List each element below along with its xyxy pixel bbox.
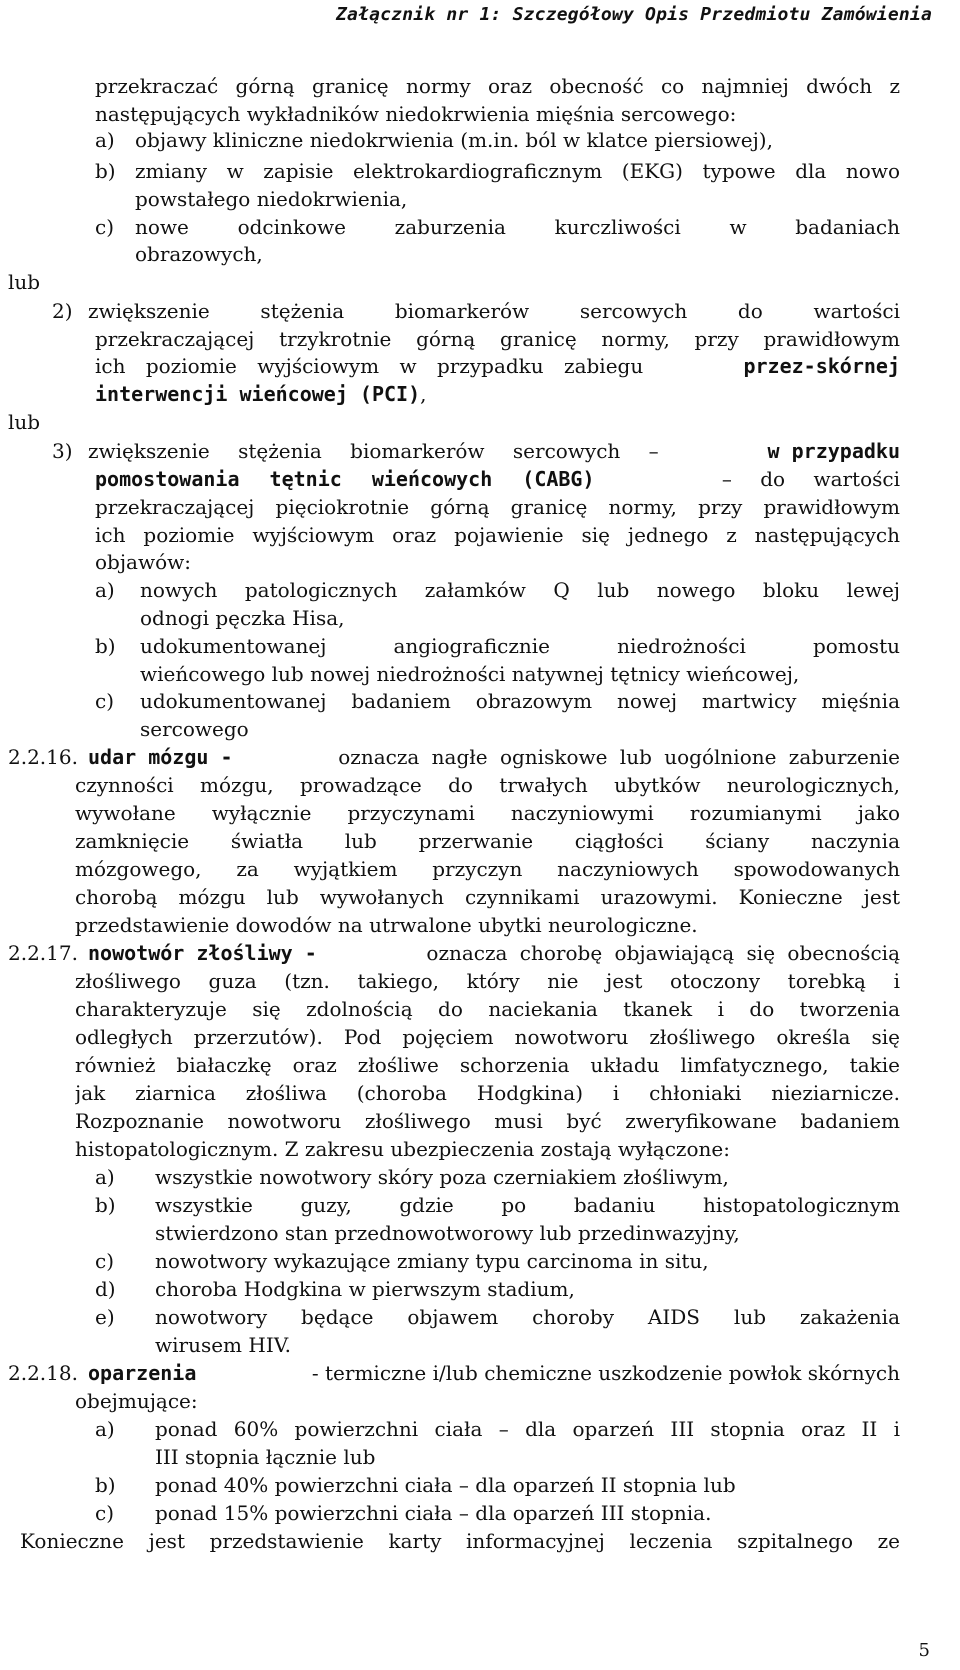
text-line <box>88 743 900 771</box>
text-line: przekraczającej pięciokrotnie górną granicę normy, przy prawidłowym <box>95 495 900 519</box>
list-marker: c) <box>95 215 115 239</box>
list-marker: d) <box>95 1277 116 1301</box>
list-item-text: powstałego niedokrwienia, <box>135 187 408 211</box>
list-item-text: ponad 60% powierzchni ciała – dla oparzeń III stopnia oraz II i <box>155 1417 900 1441</box>
text-line <box>95 352 900 380</box>
list-item-text: objawy kliniczne niedokrwienia (m.in. ból w klatce piersiowej), <box>135 128 773 152</box>
section-term: nowotwór złośliwy - <box>88 941 317 965</box>
punctuation: , <box>420 382 427 406</box>
section-number: 2.2.16. <box>8 745 78 769</box>
text-line: również białaczkę oraz złośliwe schorzenia układu limfatycznego, takie <box>75 1053 900 1077</box>
text-line: charakteryzuje się zdolnością do naciekania tkanek i do tworzenia <box>75 997 900 1021</box>
bold-term: przez-skórnej <box>743 354 900 378</box>
criterion-marker: 3) <box>52 439 73 463</box>
list-item-text: III stopnia łącznie lub <box>155 1445 376 1469</box>
list-marker: b) <box>95 159 116 183</box>
list-item-text: sercowego <box>140 717 249 741</box>
text-line: wywołane wyłącznie przyczynami naczyniowymi rozumianymi jako <box>75 801 900 825</box>
text-line: zamknięcie światła lub przerwanie ciągłości ściany naczynia <box>75 829 900 853</box>
list-item-text: nowe odcinkowe zaburzenia kurczliwości w badaniach <box>135 215 900 239</box>
list-item-text: choroba Hodgkina w pierwszym stadium, <box>155 1277 575 1301</box>
text-line: przedstawienie dowodów na utrwalone ubytki neurologiczne. <box>75 913 698 937</box>
list-marker: c) <box>95 689 115 713</box>
text-span: oznacza nagłe ogniskowe lub uogólnione zaburzenie <box>338 745 900 769</box>
text-line: ich poziomie wyjściowym oraz pojawienie się jednego z następujących <box>95 523 900 547</box>
text-span: zwiększenie stężenia biomarkerów sercowych – <box>88 439 659 463</box>
list-marker: b) <box>95 634 116 658</box>
list-item-text: zmiany w zapisie elektrokardiograficznym (EKG) typowe dla nowo <box>135 159 900 183</box>
list-item-text: ponad 15% powierzchni ciała – dla oparzeń III stopnia. <box>155 1501 712 1525</box>
text-span: oznacza chorobę objawiającą się obecnością <box>426 941 900 965</box>
list-item-text: nowotwory będące objawem choroby AIDS lub zakażenia <box>155 1305 900 1329</box>
list-item-text: wieńcowego lub nowej niedrożności natywnej tętnicy wieńcowej, <box>140 662 800 686</box>
section-term: udar mózgu - <box>88 745 233 769</box>
text-line: mózgowego, za wyjątkiem przyczyn naczyniowych spowodowanych <box>75 857 900 881</box>
text-line <box>88 437 900 465</box>
list-marker: a) <box>95 1417 115 1441</box>
page-header: Załącznik nr 1: Szczegółowy Opis Przedmiotu Zamówienia <box>336 4 932 25</box>
text-line: jak ziarnica złośliwa (choroba Hodgkina) i chłoniaki nieziarnicze. <box>75 1081 900 1105</box>
list-marker: b) <box>95 1193 116 1217</box>
text-line: przekraczać górną granicę normy oraz obecność co najmniej dwóch z <box>95 74 900 98</box>
bold-term: w przypadku <box>767 439 900 463</box>
text-span: – do wartości <box>721 467 900 491</box>
list-marker: c) <box>95 1501 115 1525</box>
text-line <box>95 380 426 408</box>
list-item-text: udokumentowanej angiograficznie niedrożności pomostu <box>140 634 900 658</box>
list-marker: a) <box>95 1165 115 1189</box>
list-item-text: odnogi pęczka Hisa, <box>140 606 345 630</box>
text-line: czynności mózgu, prowadzące do trwałych ubytków neurologicznych, <box>75 773 900 797</box>
list-item-text: ponad 40% powierzchni ciała – dla oparzeń II stopnia lub <box>155 1473 736 1497</box>
page-number: 5 <box>918 1640 930 1661</box>
text-line: Rozpoznanie nowotworu złośliwego musi być zweryfikowane badaniem <box>75 1109 900 1133</box>
list-marker: c) <box>95 1249 115 1273</box>
list-item-text: wszystkie guzy, gdzie po badaniu histopatologicznym <box>155 1193 900 1217</box>
list-item-text: wirusem HIV. <box>155 1333 292 1357</box>
text-line <box>95 465 900 493</box>
list-marker: e) <box>95 1305 115 1329</box>
text-line: złośliwego guza (tzn. takiego, który nie jest otoczony torebką i <box>75 969 900 993</box>
text-line: histopatologicznym. Z zakresu ubezpieczenia zostają wyłączone: <box>75 1137 730 1161</box>
list-item-text: stwierdzono stan przednowotworowy lub przedinwazyjny, <box>155 1221 740 1245</box>
text-line: odległych przerzutów). Pod pojęciem nowotworu złośliwego określa się <box>75 1025 900 1049</box>
list-marker: a) <box>95 128 115 152</box>
bold-term: interwencji wieńcowej (PCI) <box>95 382 421 406</box>
list-item-text: udokumentowanej badaniem obrazowym nowej martwicy mięśnia <box>140 689 900 713</box>
criterion-marker: 2) <box>52 299 73 323</box>
text-line: objawów: <box>95 550 191 574</box>
text-span: - termiczne i/lub chemiczne uszkodzenie powłok skórnych <box>311 1361 900 1385</box>
list-item-text: wszystkie nowotwory skóry poza czerniakiem złośliwym, <box>155 1165 729 1189</box>
list-marker: a) <box>95 578 115 602</box>
text-line <box>88 1359 900 1387</box>
section-number: 2.2.18. <box>8 1361 78 1385</box>
section-term: oparzenia <box>88 1361 197 1385</box>
text-line: następujących wykładników niedokrwienia mięśnia sercowego: <box>95 102 737 126</box>
text-line: Konieczne jest przedstawienie karty informacyjnej leczenia szpitalnego ze <box>20 1529 900 1553</box>
list-item-text: obrazowych, <box>135 242 263 266</box>
lub-connector: lub <box>8 270 41 294</box>
list-item-text: nowotwory wykazujące zmiany typu carcinoma in situ, <box>155 1249 709 1273</box>
lub-connector: lub <box>8 410 41 434</box>
text-line: zwiększenie stężenia biomarkerów sercowych do wartości <box>88 299 900 323</box>
text-span: ich poziomie wyjściowym w przypadku zabiegu <box>95 354 644 378</box>
list-item-text: nowych patologicznych załamków Q lub nowego bloku lewej <box>140 578 900 602</box>
bold-term: pomostowania tętnic wieńcowych (CABG) <box>95 467 595 491</box>
section-number: 2.2.17. <box>8 941 78 965</box>
text-line: obejmujące: <box>75 1389 198 1413</box>
list-marker: b) <box>95 1473 116 1497</box>
text-line: przekraczającej trzykrotnie górną granicę normy, przy prawidłowym <box>95 327 900 351</box>
text-line: chorobą mózgu lub wywołanych czynnikami urazowymi. Konieczne jest <box>75 885 900 909</box>
text-line <box>88 939 900 967</box>
